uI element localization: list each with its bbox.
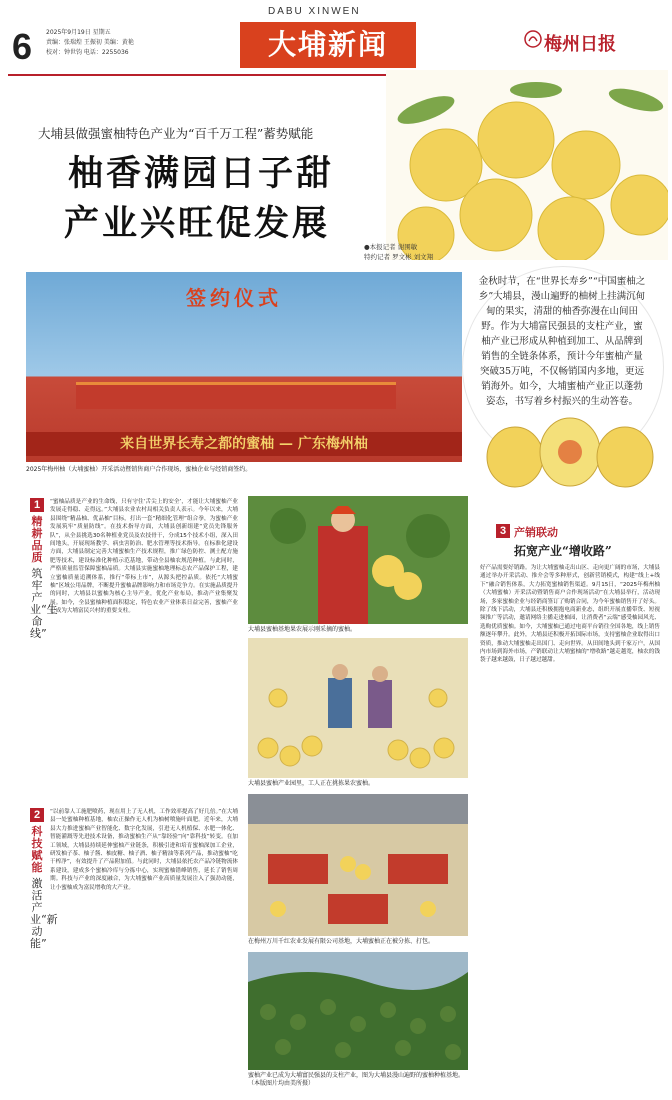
section-1-body: “蜜柚品质是产业的生命线，只有守住‘舌尖上的安全’，才能让大埔蜜柚产业发展走得稳、走得远。”大埔县农业农村局相关负责人表示。今年以来，大埔县围绕“精品柚、优品柚”目标，打出一套“精细化管理”组合拳，为蜜柚产业发展筑牢“质量防线”。在技术指导方面，大埔县创新组建“党员先锋服务队”，从全县挑选30名种植业党员及农技骨干，分成15个技术小组，深入田间地头，开展现场教学、病虫害防治、肥水管理等技术指导。在标准化建设方面，大埔县制定完善大埔蜜柚生产技术规程，推广绿色防控、测土配方施肥等技术，建设标准化种植示范基地，带动全县柚农规范种植。与此同时，严格质量监管保障蜜柚品质。大埔县实施蜜柚地理标志农产品保护工程，建立蜜柚质量追溯体系，推行“带标上市”，从源头把控品质。依托“大埔蜜柚”区域公用品牌，不断提升蜜柚品牌影响力和市场竞争力。在实施品质提升的同时，大埔县以蜜柚为核心主导产业，优化产业布局，推动产业集聚发展。如今，全县蜜柚种植面积稳定，特色农业产业体系日益完善，蜜柚产业已成为大埔富民兴村的重要支柱。	[50, 499, 238, 615]
article-credits	[364, 242, 504, 262]
section-1-title: 精耕品质	[31, 515, 43, 564]
paper-logo-icon	[524, 30, 542, 48]
packing-site-photo	[248, 794, 468, 936]
section-pinyin: DABU XINWEN	[268, 6, 361, 17]
pomelo-photo	[386, 70, 668, 260]
article-kicker: 大埔县做强蜜柚特色产业为“百千万工程”蓄势赋能	[38, 126, 314, 141]
photo-caption-1: 大埔县蜜柚基地果农展示刚采摘的蜜柚。	[248, 626, 357, 633]
page-number: 6	[12, 26, 33, 67]
section-title-banner: 大埔新闻	[240, 22, 416, 68]
section-3-body: 好产品需要好销路。为让大埔蜜柚走出山区、走向更广阔的市场，大埔县通过举办开采活动、推介会等多种形式，创新营销模式，构建“线上+线下”融合销售体系，大力拓宽蜜柚销售渠道。9月15日，“2025年梅州柚（大埔蜜柚）开采活动暨销售商户合作现场活动”在大埔县举行，活动现场，多家蜜柚企业与经销商签订了购销合同，为今年蜜柚销售开了好头。除了线下活动，大埔县还积极拥抱电商新业态，组织开展直播带货、短视频推广等活动，邀请网络主播走进柚园，让消费者“云端”感受柚园风光、选购优质蜜柚。如今，大埔蜜柚已通过电商平台销往全国各地，线上销售额逐年攀升。此外，大埔县还积极开拓国际市场，支持蜜柚企业取得出口资质，推动大埔蜜柚走出国门、走向世界。从田间地头到千家万户，从国内市场到海外市场，产销联动让大埔蜜柚的“增收路”越走越宽，柚农的钱袋子越来越鼓，日子越过越甜。	[480, 565, 660, 664]
header-meta-proof: 校对：钟世钧 电话：2255036	[46, 49, 129, 56]
credit-line-2: 特约记者 罗文彬 刘文翔	[364, 253, 434, 261]
ceremony-banner-title: 签约仪式	[186, 286, 282, 310]
section-1-subtitle: 筑牢产业“生命线”	[30, 567, 58, 640]
farmer-pomelo-photo	[248, 496, 468, 624]
paper-logo: 梅州日报	[544, 34, 616, 55]
photo-caption-3: 在梅州万川千红农业发展有限公司基地，大埔蜜柚正在被分拣、打包。	[248, 938, 435, 945]
photo-caption-2: 大埔县蜜柚产业园里，工人正在挑拣果农蜜柚。	[248, 780, 375, 787]
ceremony-tables	[76, 382, 396, 409]
sorting-workers-photo	[248, 638, 468, 778]
section-3-title: 产销联动	[514, 526, 558, 539]
signing-photo-caption: 2025年梅州柚（大埔蜜柚）开采活动暨销售商户合作现场，蜜柚企业与经销商签约。	[26, 466, 252, 473]
header-meta-date: 2025年9月19日 星期五	[46, 29, 111, 36]
section-2-subtitle: 激活产业“新动能”	[30, 877, 58, 950]
section-3-subtitle: 拓宽产业“增收路”	[514, 544, 612, 558]
orchard-aerial-photo	[248, 952, 468, 1070]
ceremony-bottom-banner: 来自世界长寿之都的蜜柚 — 广东梅州柚	[26, 432, 462, 456]
headline-line-1: 柚香满园日子甜	[68, 153, 335, 194]
section-3-number: 3	[496, 524, 510, 538]
pomelo-mascot-art	[480, 412, 660, 492]
photo-caption-4: 蜜柚产业已成为大埔富民强县的支柱产业，图为大埔县漫山遍野的蜜柚种植基地。（本版图片均由美所摄）	[248, 1072, 465, 1087]
section-2-number: 2	[30, 808, 44, 822]
credit-line-1: ●本报记者 谢围敏	[364, 243, 418, 251]
section-2-title: 科技赋能	[31, 825, 43, 874]
section-2-body: “以前靠人工施肥喷药，现在用上了无人机，工作效率提高了好几倍。”在大埔县一处蜜柚种植基地，柚农正操作无人机为柚树喷施叶面肥。近年来，大埔县大力推进蜜柚产业智能化、数字化发展，引进无人机植保、水肥一体化、智能灌溉等先进技术设备，推动蜜柚生产从“靠经验”向“靠科技”转变。在加工领域，大埔县持续延伸蜜柚产业链条，积极引进和培育蜜柚深加工企业，研发柚子茶、柚子酱、柚皮糖、柚子酒、柚子精油等系列产品，推动蜜柚“吃干榨净”，有效提升了产品附加值。与此同时，大埔县依托农产品冷链物流体系建设，建成多个蜜柚冷库与分拣中心，实现蜜柚错峰销售，延长了销售周期。科技与产业的深度融合，为大埔蜜柚产业高质量发展注入了强劲动能，让小蜜柚成为富民增收的大产业。	[50, 809, 238, 891]
section-1-number: 1	[30, 498, 44, 512]
header-meta	[46, 28, 216, 58]
summary-text: 金秋时节，在“世界长寿乡”“中国蜜柚之乡”大埔县，漫山遍野的柚树上挂满沉甸甸的果实，清甜的柚香弥漫在山间田野。作为大埔富民强县的支柱产业，蜜柚产业已形成从种植到加工、从品牌到销售的全链条体系，预计今年蜜柚产量突破35万吨，不仅畅销国内多地，更远销海外。如今，大埔蜜柚产业正以蓬勃姿态，书写着乡村振兴的生动答卷。	[478, 276, 646, 407]
signing-ceremony-photo	[26, 272, 462, 462]
headline-line-2: 产业兴旺促发展	[64, 203, 331, 244]
header-meta-editors: 责编：张瑞煌 王振初 美编：黄艳	[46, 39, 134, 46]
